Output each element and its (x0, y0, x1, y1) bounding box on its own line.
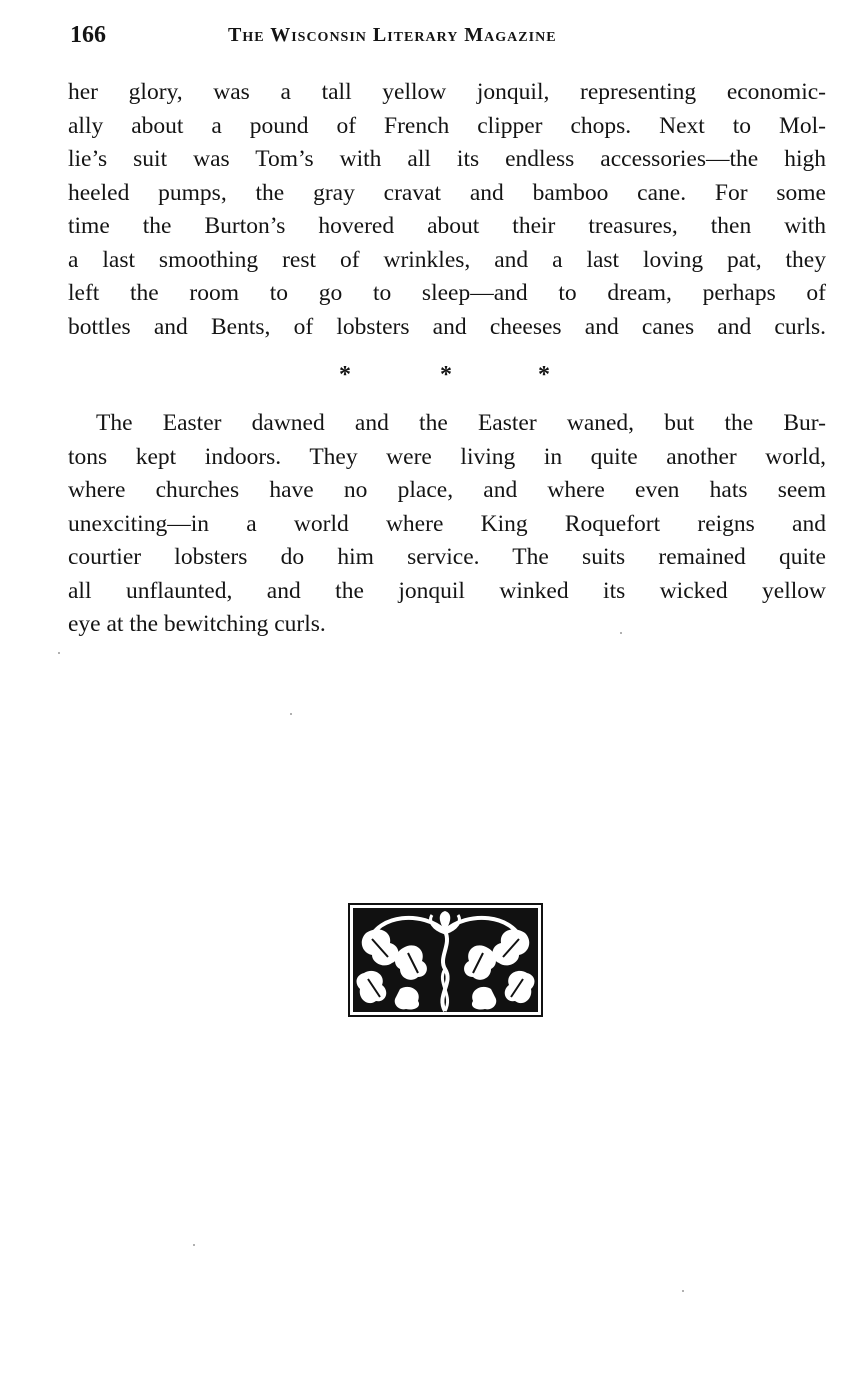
asterisk: * (339, 362, 351, 388)
running-title: The Wisconsin Literary Magazine (228, 24, 557, 46)
text-line: ally about a pound of French clipper chops. Next to Mol- (68, 112, 826, 139)
asterisk: * (440, 362, 452, 388)
text-line: tons kept indoors. They were living in quite another world, (68, 443, 826, 470)
text-line: courtier lobsters do him service. The suits remained quite (68, 544, 826, 570)
floral-tailpiece-icon (348, 903, 543, 1017)
section-separator (0, 362, 857, 392)
paper-speck (193, 1244, 195, 1246)
paper-speck (290, 713, 292, 715)
text-line: eye at the bewitching curls. (68, 611, 326, 637)
text-line: her glory, was a tall yellow jonquil, representing economic- (68, 79, 826, 105)
text-line: The Easter dawned and the Easter waned, but the Bur- (96, 410, 826, 436)
paper-speck (682, 1290, 684, 1292)
text-line: left the room to go to sleep—and to dream, perhaps of (68, 280, 826, 306)
text-line: a last smoothing rest of wrinkles, and a last loving pat, they (68, 246, 826, 273)
page-number: 166 (70, 22, 106, 48)
text-line: heeled pumps, the gray cravat and bamboo cane. For some (68, 179, 826, 206)
text-line: all unflaunted, and the jonquil winked its wicked yellow (68, 577, 826, 604)
running-header (70, 20, 826, 56)
paper-speck (58, 652, 60, 654)
text-line: time the Burton’s hovered about their treasures, then with (68, 213, 826, 239)
asterisk: * (538, 362, 550, 388)
text-line: bottles and Bents, of lobsters and cheeses and canes and curls. (68, 313, 826, 340)
paper-speck (620, 632, 622, 634)
text-line: where churches have no place, and where even hats seem (68, 477, 826, 503)
text-line: unexciting—in a world where King Roquefort reigns and (68, 510, 826, 537)
text-line: lie’s suit was Tom’s with all its endless accessories—the high (68, 146, 826, 172)
body-paragraph-1 (68, 76, 826, 344)
body-paragraph-2 (68, 407, 826, 642)
